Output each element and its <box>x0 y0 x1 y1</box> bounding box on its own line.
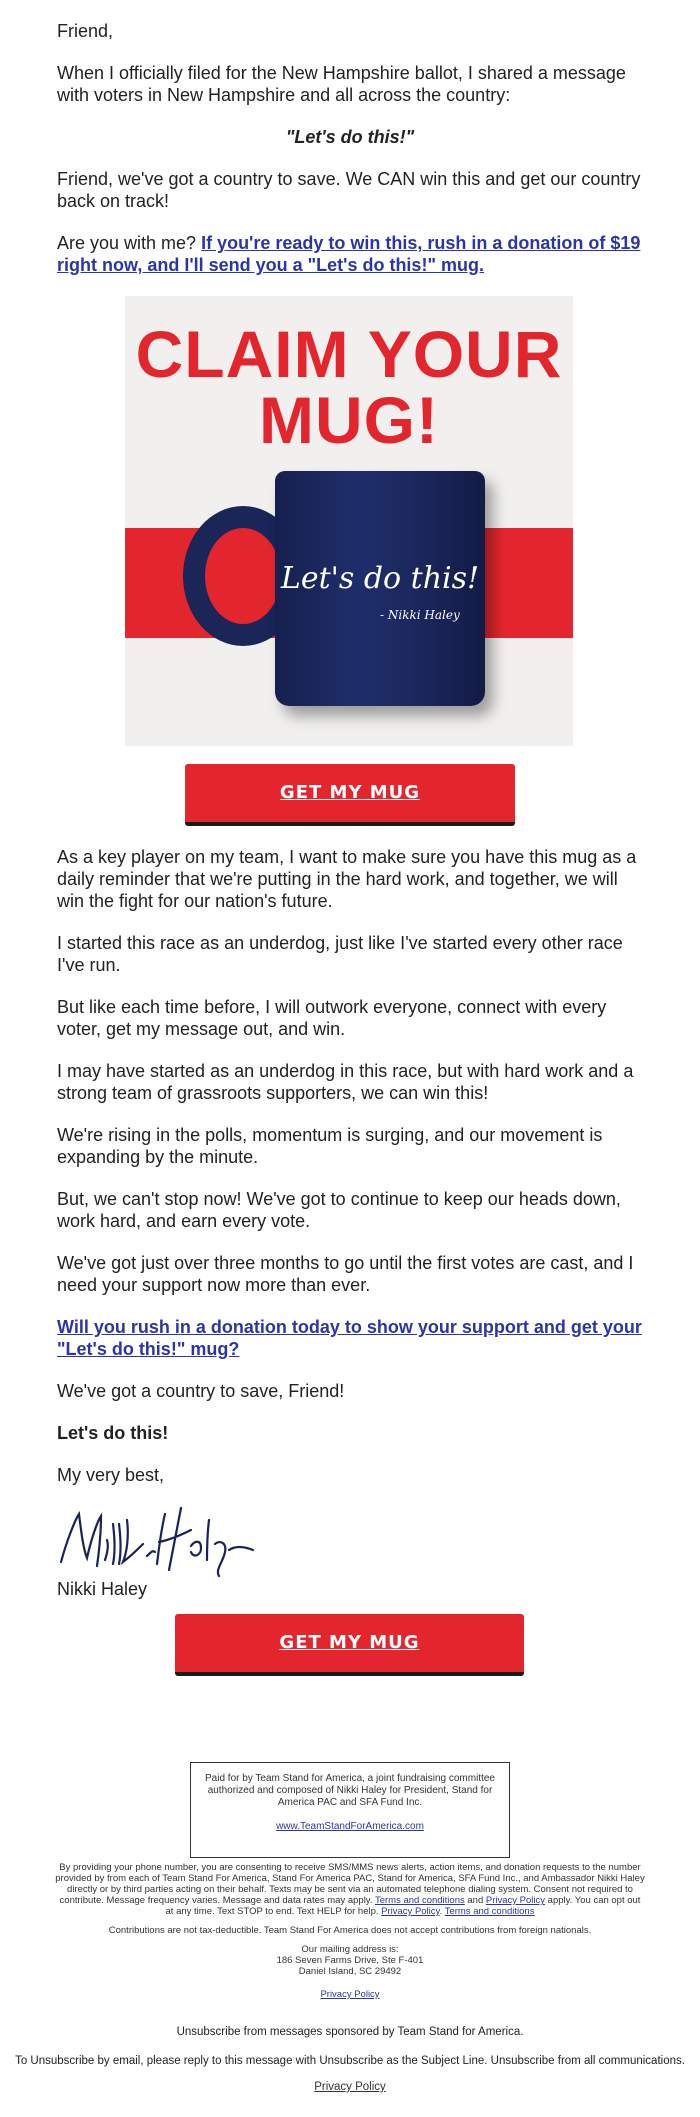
donate-link-2[interactable]: Will you rush in a donation today to show your support and get your "Let's do this!" mug? <box>57 1317 642 1359</box>
sms-consent <box>55 1862 645 1917</box>
claim-mug-banner[interactable] <box>125 296 573 746</box>
paragraph: But like each time before, I will outwork everyone, connect with every voter, get my message out, and win. <box>57 997 607 1039</box>
footer-privacy <box>0 2081 700 2093</box>
signer-name: Nikki Haley <box>57 1579 148 1599</box>
email-body <box>57 20 643 1600</box>
consent-text: By providing your phone number, you are consenting to receive SMS/MMS news alerts, action items, and donation requests to the number provided by from each of Team Stand For America, Stand For America PAC, Stand for America, SFA Fund Inc., and Ambassador Nikki Haley directly or by third parties acting on their behalf. Texts may be sent via an automated telephone dialing system. Consent not required to contribute. Message frequency varies. Message and data rates may apply. <box>55 1862 645 1906</box>
terms-link[interactable]: Terms and conditions <box>374 1895 465 1906</box>
paragraph: Friend, we've got a country to save. We CAN win this and get our country back on track! <box>57 169 641 211</box>
paragraph-link <box>57 1316 643 1360</box>
campaign-website-link[interactable]: www.TeamStandForAmerica.com <box>276 1821 424 1832</box>
apply-text: apply. You can opt out at any time. Text STOP to end. Text HELP for help. <box>165 1895 641 1917</box>
paragraph-bold: Let's do this! <box>57 1423 169 1443</box>
mailing-address-line2: Daniel Island, SC 29492 <box>298 1966 402 1977</box>
paid-for-box <box>190 1762 510 1858</box>
separator-text: . <box>439 1906 445 1917</box>
privacy-link-2[interactable]: Privacy Policy <box>381 1906 440 1917</box>
paragraph: We're rising in the polls, momentum is surging, and our movement is expanding by the minute. <box>57 1125 603 1167</box>
contributions-notice: Contributions are not tax-deductible. Team Stand For America does not accept contributions from foreign nationals. <box>108 1925 592 1936</box>
signature-image <box>57 1500 257 1580</box>
mug-text: Let's do this! <box>280 561 480 596</box>
paragraph: I may have started as an underdog in this race, but with hard work and a strong team of grassroots supporters, we can win this! <box>57 1061 634 1103</box>
banner-title-line1: CLAIM YOUR <box>135 317 563 391</box>
banner-title-line2: MUG! <box>259 383 439 457</box>
donate-link[interactable]: If you're ready to win this, rush in a donation of $19 right now, and I'll send you a "Let's do this!" mug. <box>57 233 641 275</box>
paragraph: As a key player on my team, I want to make sure you have this mug as a daily reminder that we're putting in the hard work, and together, we will win the fight for our nation's future. <box>57 847 637 911</box>
unsubscribe-notice[interactable]: Unsubscribe from messages sponsored by Team Stand for America. <box>176 2026 524 2038</box>
greeting: Friend, <box>57 21 114 41</box>
mug-signature: - Nikki Haley <box>380 608 460 622</box>
get-my-mug-button[interactable]: GET MY MUG <box>185 764 515 826</box>
footer-privacy-link[interactable]: Privacy Policy <box>314 2081 386 2093</box>
paragraph: We've got a country to save, Friend! <box>57 1381 345 1401</box>
paragraph: We've got just over three months to go until the first votes are cast, and I need your support now more than ever. <box>57 1253 634 1295</box>
quote: "Let's do this!" <box>285 127 415 147</box>
get-my-mug-button-2[interactable]: GET MY MUG <box>175 1614 524 1676</box>
paid-for-text: Paid for by Team Stand for America, a joint fundraising committee authorized and composed of Nikki Haley for President, Stand for America PAC and SFA Fund Inc. <box>205 1773 495 1808</box>
paragraph: I started this race as an underdog, just like I've started every other race I've run. <box>57 933 623 975</box>
paragraph-with-link <box>57 232 643 276</box>
unsubscribe-email-notice[interactable]: To Unsubscribe by email, please reply to this message with Unsubscribe as the Subject Line. Unsubscribe from all communications. <box>15 2055 685 2067</box>
terms-link-2[interactable]: Terms and conditions <box>444 1906 535 1917</box>
privacy-link[interactable]: Privacy Policy <box>485 1895 546 1906</box>
paragraph: But, we can't stop now! We've got to continue to keep our heads down, work hard, and earn every vote. <box>57 1189 621 1231</box>
sign-off: My very best, <box>57 1465 165 1485</box>
paragraph: When I officially filed for the New Hampshire ballot, I shared a message with voters in New Hampshire and all across the country: <box>57 63 626 105</box>
and-text: and <box>464 1895 486 1906</box>
mailing-label: Our mailing address is: <box>301 1944 399 1955</box>
mailing-address-line1: 186 Seven Farms Drive, Ste F-401 <box>276 1955 424 1966</box>
legal-disclaimer <box>55 1862 645 2000</box>
privacy-policy-link[interactable]: Privacy Policy <box>320 1989 380 2000</box>
paragraph-prefix: Are you with me? <box>57 233 202 253</box>
